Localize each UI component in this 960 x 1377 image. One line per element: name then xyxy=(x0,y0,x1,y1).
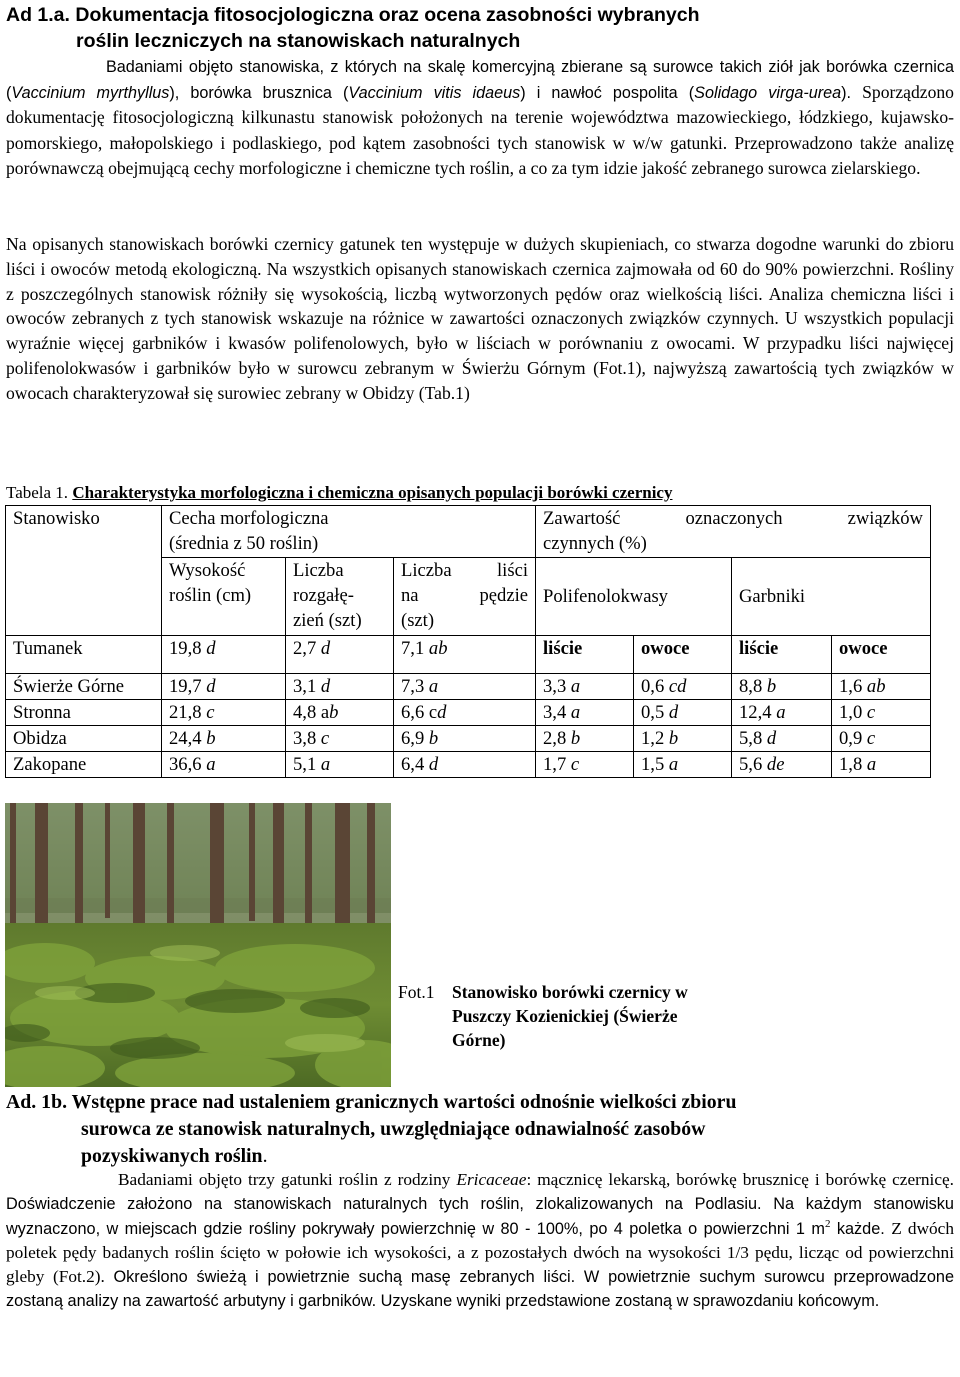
cell-value: 0,6 xyxy=(641,676,665,697)
cell-letter: c xyxy=(206,702,215,723)
para1-text-d: ). xyxy=(841,83,863,102)
family-ericaceae: Ericaceae xyxy=(456,1170,527,1189)
cell-letter: b xyxy=(428,728,439,749)
cell-letter: c xyxy=(866,728,876,749)
cell-letter: a xyxy=(776,702,786,723)
th-branches-l3: zień (szt) xyxy=(293,610,362,631)
cell-leaves xyxy=(394,700,536,726)
table1-body xyxy=(6,674,931,778)
para3-text-a: Badaniami objęto trzy gatunki roślin z rodziny xyxy=(118,1170,457,1189)
cell-letter: a xyxy=(428,676,439,697)
th-polyphenolic-acids: Polifenolokwasy xyxy=(536,558,732,636)
para1-text-c: ) i nawłoć pospolita ( xyxy=(520,83,695,102)
para3-indent xyxy=(6,1170,118,1189)
cell-tannin-fruit xyxy=(832,726,931,752)
cell-leaves xyxy=(394,636,536,674)
cell-site: Świerże Górne xyxy=(6,674,162,700)
photo-1-caption-l1: Stanowisko borówki czernicy w xyxy=(452,982,688,1002)
th-leaves-w2: liści xyxy=(497,560,528,581)
table-row xyxy=(6,726,931,752)
cell-value: 3,4 xyxy=(543,702,567,723)
superscript-2: 2 xyxy=(824,1217,831,1230)
cell-letter: a xyxy=(570,676,581,697)
cell-value: 3,1 xyxy=(293,676,317,697)
cell-letter: ab xyxy=(866,676,886,697)
cell-letter: ab xyxy=(428,638,448,659)
th-active-w2: oznaczonych xyxy=(685,508,783,529)
th-leaves-w3: na xyxy=(401,585,419,606)
cell-value: 3,8 xyxy=(293,728,317,749)
th-morphology-l1: Cecha morfologiczna xyxy=(169,508,329,529)
cell-letter: d xyxy=(437,702,447,723)
th-site: Stanowisko xyxy=(6,506,162,636)
cell-tannin-fruit xyxy=(832,700,931,726)
species-vaccinium-vitis-idaeus: Vaccinium vitis idaeus xyxy=(348,83,521,102)
para1-indent xyxy=(6,58,106,76)
cell-site: Tumanek xyxy=(6,636,162,674)
th-active-w1: Zawartość xyxy=(543,508,621,529)
th-active-w3: związków xyxy=(847,508,923,529)
forest-photo-image xyxy=(5,803,391,1087)
subheader-poly-leaves: liście xyxy=(536,636,634,674)
th-leaves-l3: (szt) xyxy=(401,610,435,631)
table1 xyxy=(5,505,931,778)
th-leaves xyxy=(394,558,536,636)
section-1b-title-l3-text: pozyskiwanych roślin xyxy=(81,1145,263,1167)
cell-letter: a xyxy=(866,754,877,775)
cell-poly-leaf xyxy=(536,700,634,726)
cell-value: 7,3 xyxy=(401,676,425,697)
cell-branches xyxy=(286,700,394,726)
cell-value: 8,8 xyxy=(739,676,763,697)
th-branches-l1: Liczba xyxy=(293,560,344,581)
cell-tannin-fruit xyxy=(832,674,931,700)
section-1b-title-l3 xyxy=(6,1143,956,1170)
cell-value: 21,8 xyxy=(169,702,202,723)
section-1b-title-l2: surowca ze stanowisk naturalnych, uwzględniające odnawialność zasobów xyxy=(81,1118,706,1140)
photo-1-caption-text xyxy=(452,980,752,1052)
subheader-tannin-leaves: liście xyxy=(732,636,832,674)
cell-letter: d xyxy=(766,728,777,749)
cell-letter: d xyxy=(320,638,331,659)
cell-letter: c xyxy=(866,702,876,723)
para3-text-d: Na każdym stanowisku wyznaczono, w miejscach gdzie rośliny pokrywały powierzchnię w 80 - 100%, po 4 poletka o powierzchni 1 m xyxy=(6,1195,954,1238)
cell-letter: a xyxy=(570,702,581,723)
cell-value: 19,7 xyxy=(169,676,202,697)
cell-leaves xyxy=(394,674,536,700)
cell-value: 1,0 xyxy=(839,702,863,723)
section-1a-heading xyxy=(6,2,956,54)
cell-value: 1,7 xyxy=(543,754,567,775)
cell-branches xyxy=(286,674,394,700)
cell-poly-fruit xyxy=(634,674,732,700)
th-branches xyxy=(286,558,394,636)
cell-poly-fruit xyxy=(634,726,732,752)
cell-branches xyxy=(286,752,394,778)
cell-height xyxy=(162,636,286,674)
cell-letter: c xyxy=(320,728,330,749)
table1-header-row-1 xyxy=(6,506,931,558)
cell-value: 0,5 xyxy=(641,702,665,723)
cell-letter: d xyxy=(206,638,216,659)
th-morphology xyxy=(162,506,536,558)
cell-poly-leaf xyxy=(536,726,634,752)
cell-letter: c xyxy=(570,754,580,775)
para3-text-c: Doświadczenie założono na stanowiskach naturalnych tych roślin, zlokalizowanych na Podlasiu. xyxy=(6,1195,774,1214)
cell-value: 12,4 xyxy=(739,702,772,723)
cell-value: 6,4 xyxy=(401,754,425,775)
para3-text-e: każde. xyxy=(830,1219,892,1238)
photo-1-label: Fot.1 xyxy=(398,982,435,1002)
cell-letter: b xyxy=(329,702,339,723)
th-active-l2: czynnych (%) xyxy=(543,533,647,554)
photo-1-caption-l3: Górne) xyxy=(452,1030,506,1050)
species-solidago-virga-urea: Solidago virga-urea xyxy=(694,83,842,102)
cell-value: 7,1 xyxy=(401,638,425,659)
cell-poly-fruit xyxy=(634,700,732,726)
para1-text-b: ), borówka brusznica ( xyxy=(169,83,349,102)
cell-value: 0,9 xyxy=(839,728,863,749)
section-1a-paragraph-1 xyxy=(6,55,954,182)
species-vaccinium-myrthyllus: Vaccinium myrthyllus xyxy=(11,83,170,102)
table-row-tumanek xyxy=(6,636,931,674)
cell-value: 2,7 xyxy=(293,638,317,659)
cell-letter: d xyxy=(428,754,439,775)
cell-letter: b xyxy=(570,728,581,749)
cell-height xyxy=(162,752,286,778)
cell-letter: cd xyxy=(668,676,687,697)
cell-letter: d xyxy=(320,676,331,697)
cell-tannin-leaf xyxy=(732,674,832,700)
cell-tannin-leaf xyxy=(732,726,832,752)
cell-letter: a xyxy=(206,754,216,775)
cell-branches xyxy=(286,636,394,674)
th-height-l1: Wysokość xyxy=(169,560,246,581)
cell-leaves xyxy=(394,752,536,778)
cell-value: 1,2 xyxy=(641,728,665,749)
para3-text-f: Z dwóch poletek pędy badanych roślin ścięto w połowie ich wysokości, a z pozostałych dwóch na wysokości 1/3 pędu, licząc od powierzchni gleby (Fot.2). xyxy=(6,1218,954,1287)
table1-caption xyxy=(6,483,956,503)
cell-value: 1,5 xyxy=(641,754,665,775)
cell-value: 24,4 xyxy=(169,728,202,749)
cell-height xyxy=(162,674,286,700)
cell-letter: de xyxy=(766,754,785,775)
cell-leaves xyxy=(394,726,536,752)
cell-tannin-leaf xyxy=(732,700,832,726)
cell-letter: d xyxy=(206,676,216,697)
section-1a-paragraph-2: Na opisanych stanowiskach borówki czernicy gatunek ten występuje w dużych skupieniach, co stwarza dogodne warunki do zbioru liści i owoców metodą ekologiczną. Na wszystkich opisanych stanowiskach czernica zajmowała od 60 do 90% powierzchni. Rośliny z poszczególnych stanowisk różniły się wysokością, liczbą wytworzonych pędów oraz wielkością liści. Analiza chemiczna liści i owoców zebranych z tych stanowisk wskazuje na różnice w zawartości oznaczonych związków czynnych. U wszystkich populacji wyraźnie więcej garbników i kwasów polifenolowych, było w liściach w porównaniu z owocami. W przypadku liści najwięcej polifenolokwasów i garbników było w surowcu zebranym w Świerżu Górnym (Fot.1), najwyższą zawartością tych związków w owocach charakteryzował się surowiec zebrany w Obidzy (Tab.1) xyxy=(6,234,954,403)
section-1b-heading xyxy=(6,1089,956,1170)
cell-branches xyxy=(286,726,394,752)
para1-text-e: Sporządzono dokumentację fitosocjologiczną kilkunastu stanowisk położonych na terenie województwa mazowieckiego, łódzkiego, kujawsko-pomorskiego, małopolskiego i podlaskiego, pod kątem zasobności tych stanowisk w w/w gatunki. Przeprowadzono także analizę porównawczą obejmującą cechy morfologiczne i chemiczne tych roślin, a co za tym idzie jakość zebranego surowca zielarskiego. xyxy=(6,81,954,178)
cell-value: 5,8 xyxy=(739,728,763,749)
photo-1-caption-l2: Puszczy Kozienickiej (Świerże xyxy=(452,1006,678,1026)
cell-tannin-fruit xyxy=(832,752,931,778)
th-height-l2: roślin (cm) xyxy=(169,585,252,606)
cell-height xyxy=(162,726,286,752)
table1-caption-label: Tabela 1. xyxy=(6,483,73,502)
th-morphology-l2: (średnia z 50 roślin) xyxy=(169,533,319,554)
cell-letter: b xyxy=(766,676,777,697)
th-branches-l2: rozgałę- xyxy=(293,585,354,606)
section-1b-title-end: . xyxy=(262,1145,268,1167)
cell-height xyxy=(162,700,286,726)
cell-value: 6,9 xyxy=(401,728,425,749)
table-row xyxy=(6,700,931,726)
th-height xyxy=(162,558,286,636)
table-row xyxy=(6,752,931,778)
th-leaves-w1: Liczba xyxy=(401,560,452,581)
cell-letter: a xyxy=(320,754,331,775)
cell-value: 3,3 xyxy=(543,676,567,697)
cell-letter: a xyxy=(668,754,679,775)
cell-value: 5,1 xyxy=(293,754,317,775)
table-row xyxy=(6,674,931,700)
section-1a-number: Ad 1.a. xyxy=(6,4,70,26)
section-1a-title-line2: roślin leczniczych na stanowiskach naturalnych xyxy=(76,30,521,52)
photo-1-caption xyxy=(398,980,758,1050)
cell-value: 5,6 xyxy=(739,754,763,775)
th-active-l1 xyxy=(543,506,923,531)
th-active-compounds xyxy=(536,506,931,558)
section-1b-title-l1: Wstępne prace nad ustaleniem granicznych wartości odnośnie wielkości zbioru xyxy=(71,1091,737,1113)
cell-value: 19,8 xyxy=(169,638,202,659)
subheader-poly-fruits: owoce xyxy=(634,636,732,674)
para3-text-g: Określono świeżą i powietrznie suchą masę zebranych liści. W powietrznie suchym surowcu przeprowadzone zostaną analizy na zawartość arbutyny i garbników. Uzyskane wyniki przedstawione zostaną w sprawozdaniu końcowym. xyxy=(6,1268,954,1311)
para1-text-a: Badaniami objęto stanowiska, z których na skalę komercyjną zbierane są surowce takich ziół jak borówka czernica ( xyxy=(6,58,954,102)
cell-poly-leaf xyxy=(536,674,634,700)
section-1b-number: Ad. 1b. xyxy=(6,1091,68,1113)
cell-value: 1,8 xyxy=(839,754,863,775)
cell-site: Zakopane xyxy=(6,752,162,778)
cell-value: 1,6 xyxy=(839,676,863,697)
cell-letter: b xyxy=(668,728,679,749)
cell-tannin-leaf xyxy=(732,752,832,778)
cell-site: Stronna xyxy=(6,700,162,726)
cell-poly-leaf xyxy=(536,752,634,778)
cell-value: 6,6 c xyxy=(401,702,438,723)
th-leaves-w4: pędzie xyxy=(479,585,528,606)
subheader-tannin-fruits: owoce xyxy=(832,636,931,674)
cell-letter: b xyxy=(206,728,216,749)
cell-value: 4,8 a xyxy=(293,702,330,723)
cell-value: 2,8 xyxy=(543,728,567,749)
forest-photo xyxy=(5,803,391,1087)
cell-site: Obidza xyxy=(6,726,162,752)
cell-poly-fruit xyxy=(634,752,732,778)
cell-value: 36,6 xyxy=(169,754,202,775)
table1-caption-title: Charakterystyka morfologiczna i chemiczna opisanych populacji borówki czernicy xyxy=(72,483,673,502)
para3-text-b: : mącznicę lekarską, borówkę brusznicę i borówkę czernicę. xyxy=(526,1170,954,1189)
section-1b-paragraph xyxy=(6,1168,954,1314)
th-leaves-l1 xyxy=(401,558,528,583)
cell-letter: d xyxy=(668,702,679,723)
th-tannins: Garbniki xyxy=(732,558,931,636)
section-1a-title-line1: Dokumentacja fitosocjologiczna oraz ocena zasobności wybranych xyxy=(75,4,700,26)
th-leaves-l2 xyxy=(401,583,528,608)
